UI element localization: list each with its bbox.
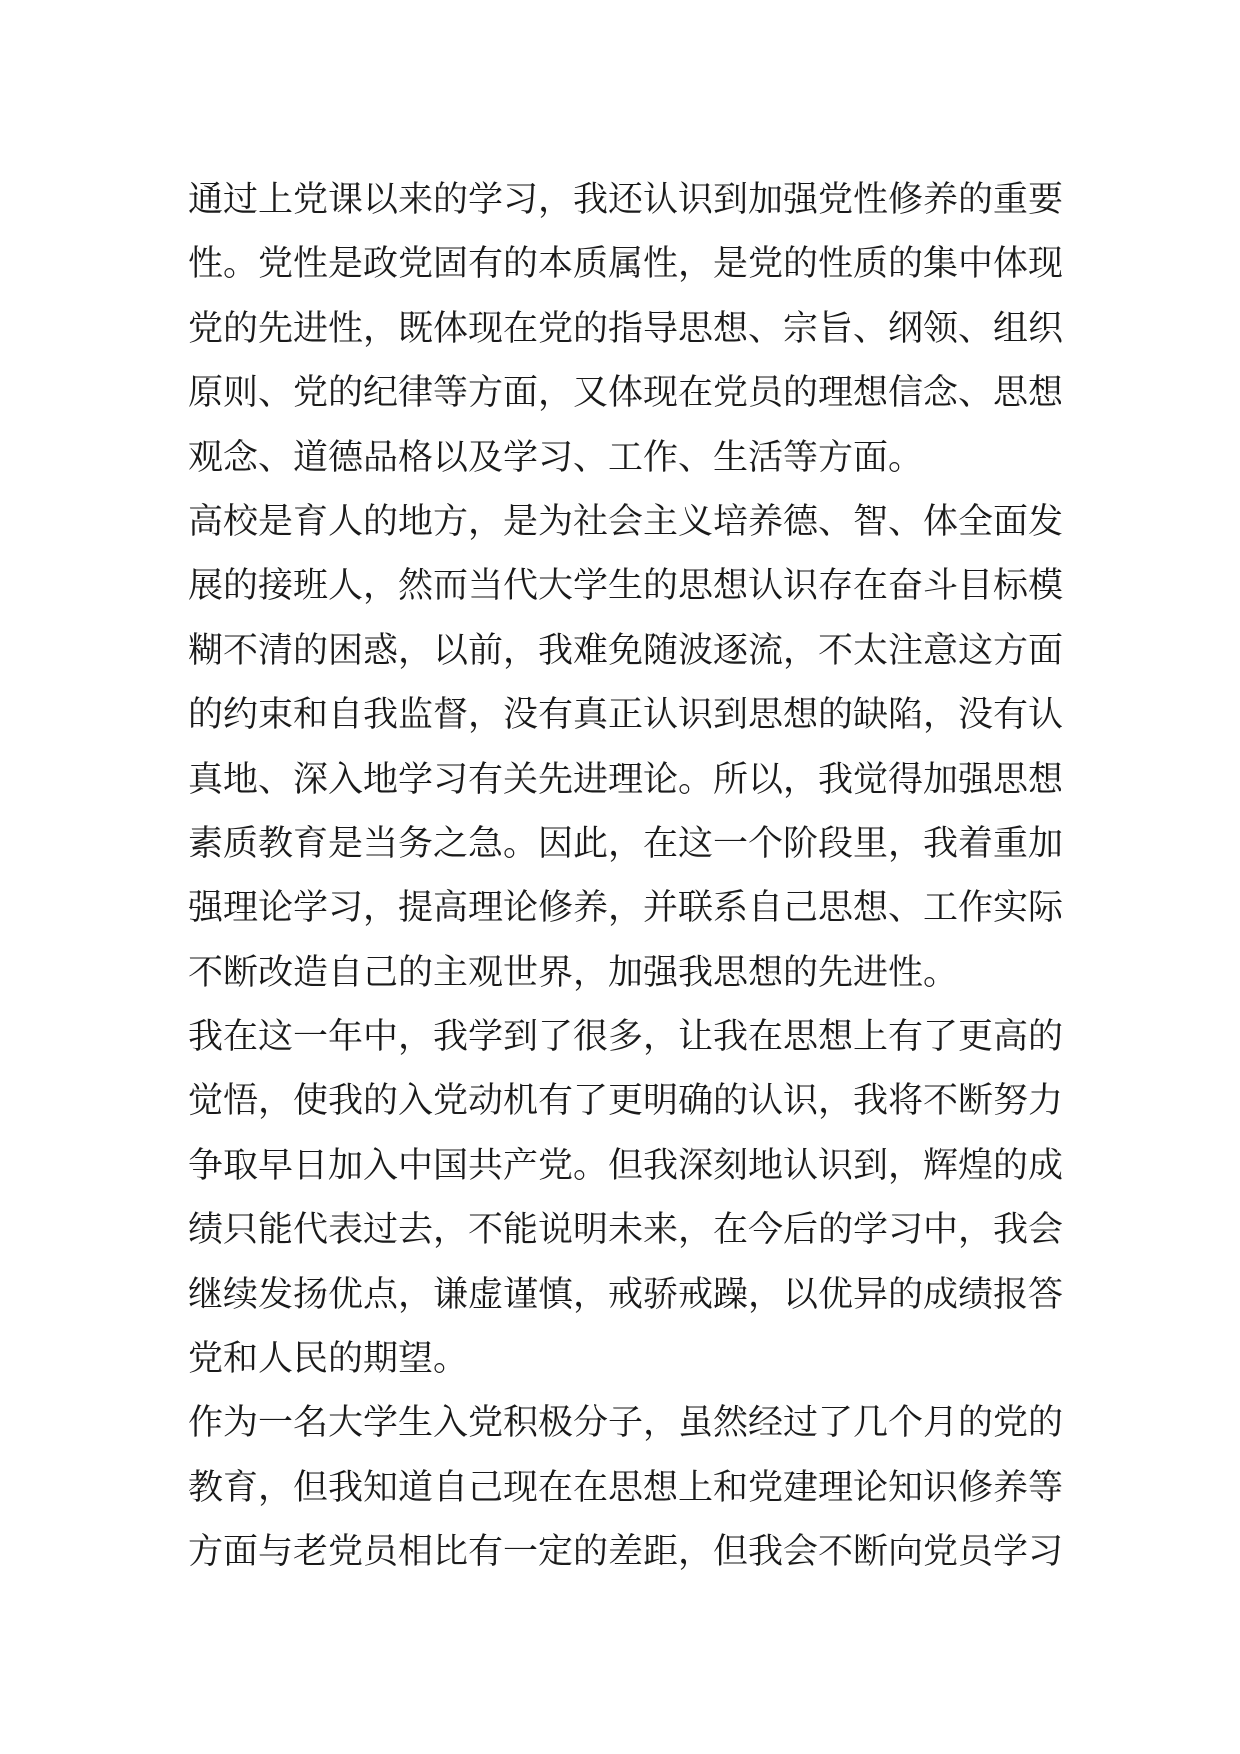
text-line: 高校是育人的地方，是为社会主义培养德、智、体全面发	[188, 501, 1064, 542]
text-line: 绩只能代表过去，不能说明未来，在今后的学习中，我会	[188, 1210, 1064, 1251]
text-line: 觉悟，使我的入党动机有了更明确的认识，我将不断努力	[188, 1081, 1064, 1122]
text-line: 作为一名大学生入党积极分子，虽然经过了几个月的党的	[188, 1403, 1064, 1444]
text-line: 党和人民的期望。	[188, 1339, 469, 1380]
document-body	[188, 168, 1068, 1585]
text-line: 的约束和自我监督，没有真正认识到思想的缺陷，没有认	[188, 695, 1064, 736]
text-line: 展的接班人，然而当代大学生的思想认识存在奋斗目标模	[188, 566, 1064, 607]
text-line: 党的先进性，既体现在党的指导思想、宗旨、纲领、组织	[188, 308, 1064, 349]
text-line: 继续发扬优点，谦虚谨慎，戒骄戒躁，以优异的成绩报答	[188, 1274, 1064, 1315]
text-line: 方面与老党员相比有一定的差距，但我会不断向党员学习	[188, 1532, 1064, 1573]
text-line: 争取早日加入中国共产党。但我深刻地认识到，辉煌的成	[188, 1145, 1064, 1186]
text-line: 素质教育是当务之急。因此，在这一个阶段里，我着重加	[188, 823, 1064, 864]
text-line: 不断改造自己的主观世界，加强我思想的先进性。	[188, 952, 959, 993]
text-line: 糊不清的困惑，以前，我难免随波逐流，不太注意这方面	[188, 630, 1064, 671]
text-line: 原则、党的纪律等方面，又体现在党员的理想信念、思想	[188, 373, 1064, 414]
text-line: 强理论学习，提高理论修养，并联系自己思想、工作实际	[188, 888, 1064, 929]
text-line: 我在这一年中，我学到了很多，让我在思想上有了更高的	[188, 1017, 1064, 1058]
text-line: 真地、深入地学习有关先进理论。所以，我觉得加强思想	[188, 759, 1064, 800]
text-line: 观念、道德品格以及学习、工作、生活等方面。	[188, 437, 924, 478]
text-line: 性。党性是政党固有的本质属性，是党的性质的集中体现	[188, 244, 1064, 285]
text-line: 教育，但我知道自己现在在思想上和党建理论知识修养等	[188, 1467, 1064, 1508]
text-line: 通过上党课以来的学习，我还认识到加强党性修养的重要	[188, 180, 1064, 220]
